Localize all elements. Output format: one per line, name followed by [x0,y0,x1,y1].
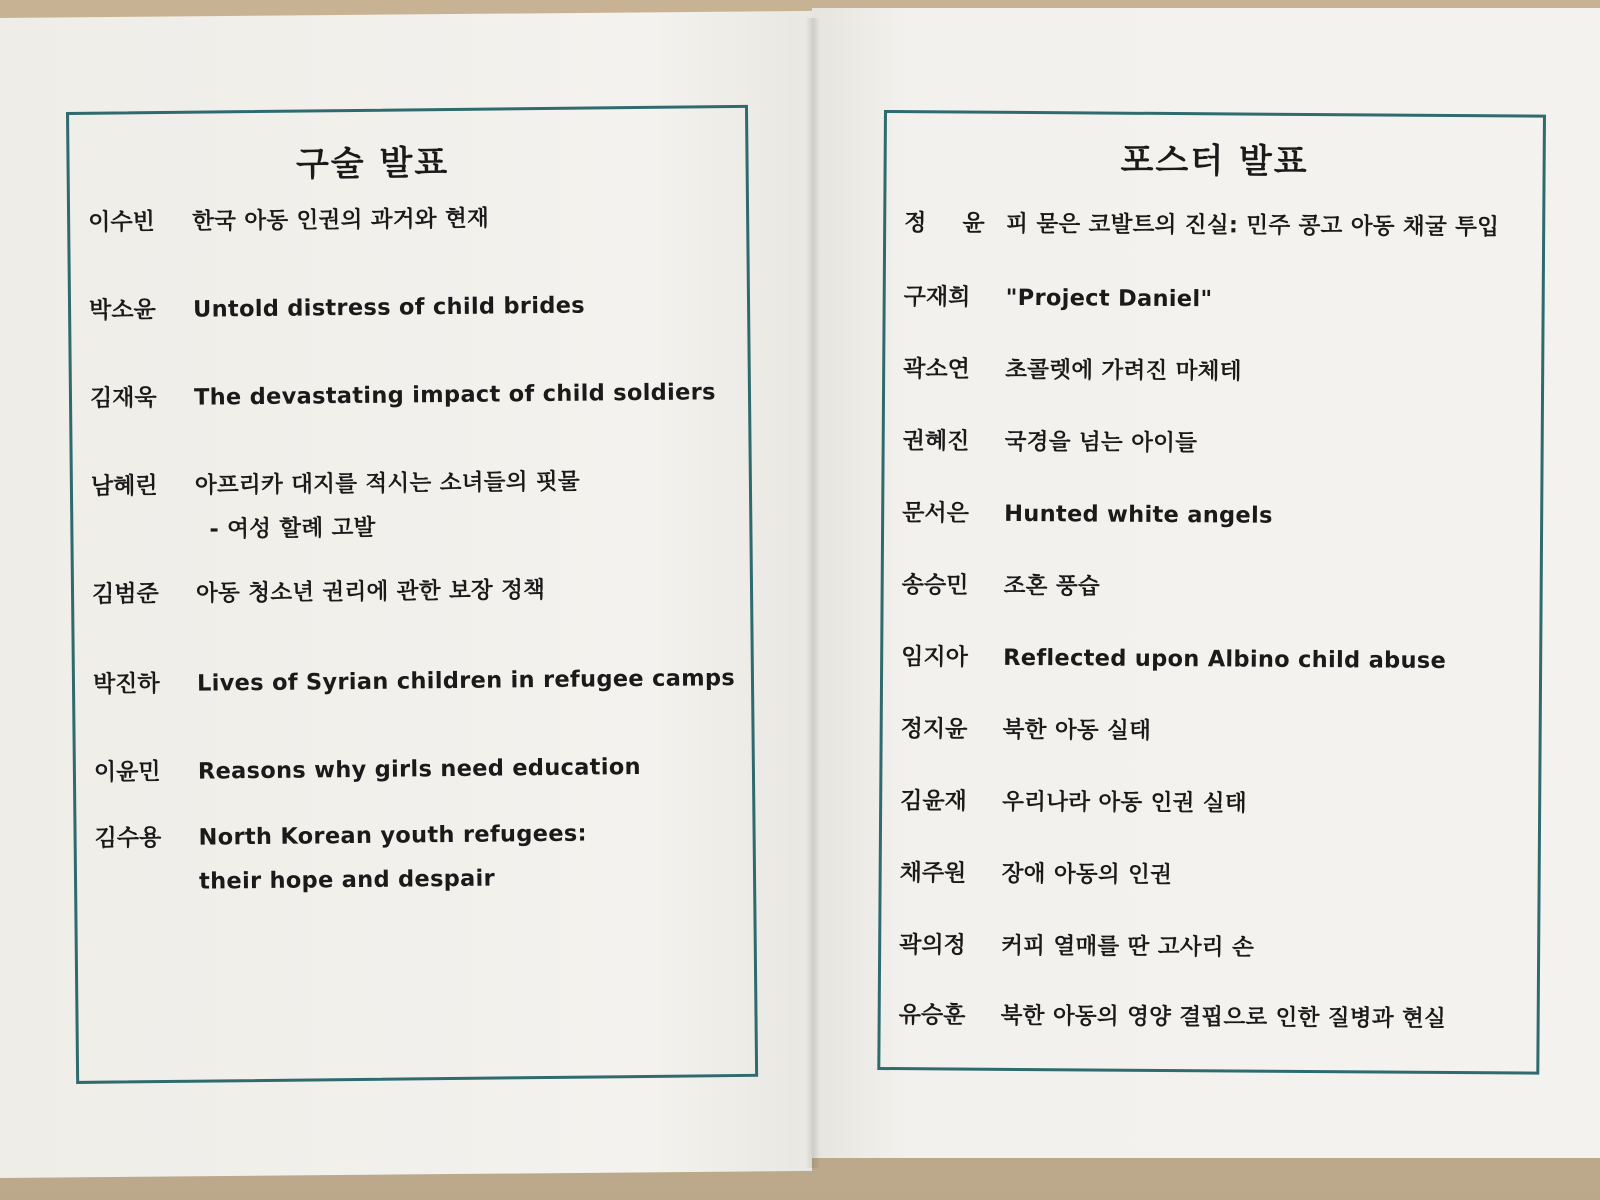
presentation-title: 북한 아동의 영양 결핍으로 인한 질병과 현실 [1000,1002,1447,1032]
poster-presentation-heading: 포스터 발표 [1120,140,1309,182]
presenter-name: 문서은 [902,500,969,527]
poster-entry [904,201,1534,249]
poster-entry [902,563,1532,611]
oral-entry [94,744,744,795]
presenter-name: 김윤재 [900,788,967,815]
presenter-name: 김수용 [94,825,162,852]
presentation-title: 한국 아동 인권의 과거와 현재 [192,205,490,235]
presentation-title: Reflected upon Albino child abuse [1003,644,1447,674]
presentation-title: 우리나라 아동 인권 실태 [1002,788,1248,817]
presentation-title: 아프리카 대지를 적시는 소녀들의 핏물 [194,468,581,499]
presentation-title: 국경을 넘는 아이들 [1004,428,1198,457]
presentation-title: "Project Daniel" [1005,284,1213,313]
poster-entry [900,779,1530,827]
oral-entry [90,370,740,421]
poster-entry [900,851,1530,899]
presentation-title: 북한 아동 실태 [1002,716,1152,744]
presenter-name: 정지윤 [900,716,968,743]
presenter-name: 박진하 [92,671,160,698]
presenter-name: 박소윤 [88,297,156,324]
presenter-name: 김범준 [91,581,159,608]
poster-entry [901,707,1531,755]
oral-entry [92,566,742,617]
presentation-title: Untold distress of child brides [192,292,586,323]
presentation-title: North Korean youth refugees: [198,820,587,851]
poster-entry [899,993,1529,1041]
oral-entry [88,194,738,245]
presentation-title: 커피 열매를 딴 고사리 손 [1001,932,1255,961]
presentation-title: Hunted white angels [1004,500,1273,529]
presenter-name: 정 윤 [904,210,999,237]
presenter-name: 송승민 [901,572,969,599]
presenter-name: 이수빈 [88,209,155,236]
poster-entry [902,491,1532,539]
presenter-name: 이윤민 [93,759,161,786]
presenter-name: 권혜진 [902,428,970,455]
presenter-name: 유승훈 [898,1002,966,1029]
oral-entry [91,458,742,553]
presentation-title: 아동 청소년 권리에 관한 보장 정책 [195,577,546,607]
oral-presentation-heading: 구술 발표 [295,142,450,185]
presentation-title: 조혼 풍습 [1003,572,1101,600]
oral-entry [94,810,745,905]
presentation-title: Lives of Syrian children in refugee camps [196,665,736,697]
presenter-name: 곽의정 [899,932,966,959]
poster-entry [903,347,1533,395]
presenter-name: 곽소연 [903,356,970,383]
presentation-title: 초콜렛에 가려진 마체테 [1005,356,1242,385]
presenter-name: 임지아 [901,644,968,671]
presenter-name: 김재욱 [89,385,157,412]
presenter-name: 구재희 [903,284,971,311]
oral-presentation-panel [66,105,758,1084]
poster-presentation-panel [877,110,1546,1075]
poster-entry [904,275,1534,323]
poster-entry [903,419,1533,467]
presentation-title: The devastating impact of child soldiers [193,379,716,411]
poster-entry [901,635,1531,683]
presentation-subtitle: their hope and despair [198,865,496,895]
presenter-name: 남혜린 [90,473,158,500]
presentation-subtitle: - 여성 할례 고발 [209,514,376,543]
presentation-title: Reasons why girls need education [197,754,641,785]
oral-entry [89,282,739,333]
poster-entry [899,923,1529,971]
presenter-name: 채주원 [899,860,967,887]
oral-entry [93,656,743,707]
page-fold [806,18,820,1168]
presentation-title: 피 묻은 코발트의 진실: 민주 콩고 아동 채굴 투입 [1006,210,1500,241]
presentation-title: 장애 아동의 인권 [1001,860,1173,889]
